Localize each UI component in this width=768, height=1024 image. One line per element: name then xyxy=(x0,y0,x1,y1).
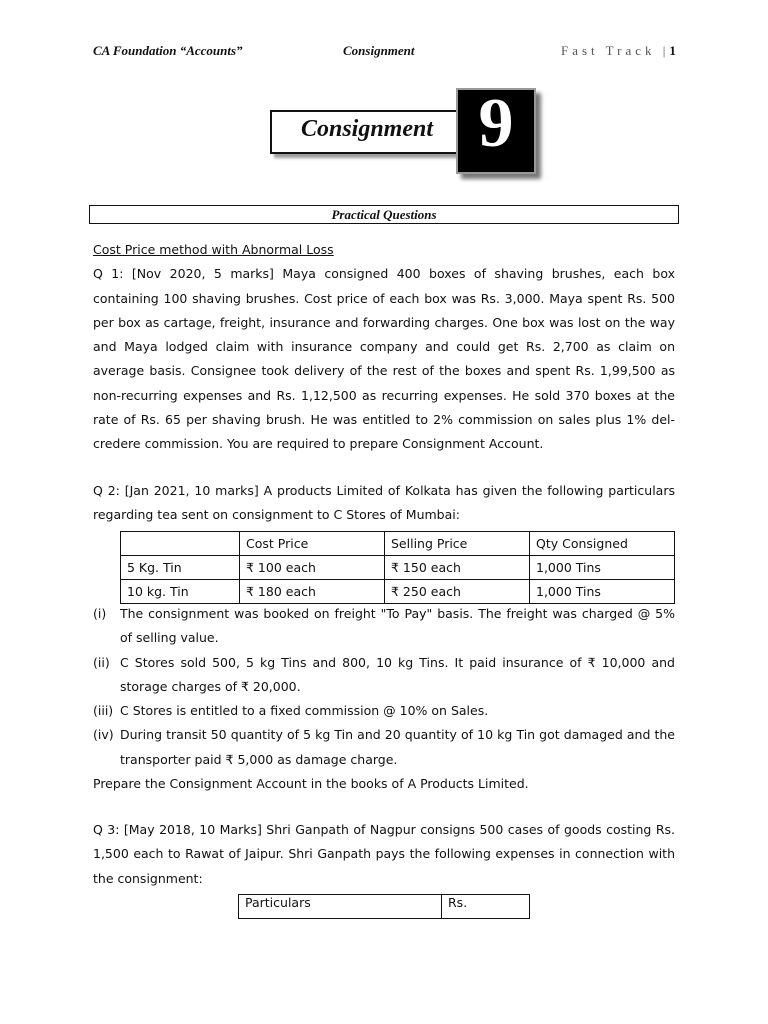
table-cell: 1,000 Tins xyxy=(530,580,675,604)
list-item-text: C Stores sold 500, 5 kg Tins and 800, 10 kg Tins. It paid insurance of ₹ 10,000 and storage charges of ₹ 20,000. xyxy=(120,654,675,694)
page-number: 1 xyxy=(669,43,676,58)
q2-points xyxy=(93,602,675,796)
table-header-cell: Qty Consigned xyxy=(530,532,675,556)
list-item-text: During transit 50 quantity of 5 kg Tin and 20 quantity of 10 kg Tin got damaged and the transporter paid ₹ 5,000 as damage charge. xyxy=(120,727,675,767)
table-cell: 10 kg. Tin xyxy=(121,580,240,604)
q2-particulars-table xyxy=(120,531,675,604)
list-item xyxy=(93,602,675,651)
list-item xyxy=(93,723,675,772)
q2-closing-text: Prepare the Consignment Account in the books of A Products Limited. xyxy=(93,776,529,792)
table-header-cell xyxy=(121,532,240,556)
list-item-text: C Stores is entitled to a fixed commission @ 10% on Sales. xyxy=(120,703,489,719)
chapter-number: 9 xyxy=(478,85,514,162)
list-item-label: (iii) xyxy=(93,703,114,719)
question-1 xyxy=(93,238,675,457)
table-header-cell: Selling Price xyxy=(385,532,530,556)
table-header-row xyxy=(239,895,530,919)
header-chapter-name: Consignment xyxy=(343,43,415,58)
list-item-label: (ii) xyxy=(93,654,110,670)
list-item-label: (i) xyxy=(93,606,107,621)
table-cell: 1,000 Tins xyxy=(530,556,675,580)
table-cell: ₹ 250 each xyxy=(385,580,530,604)
q3-expenses-table xyxy=(238,894,530,919)
list-item-text: The consignment was booked on freight "To Pay" basis. The freight was charged @ 5% of selling value. xyxy=(120,606,675,646)
header-fast-track: Fast Track | xyxy=(561,43,670,58)
table-cell: ₹ 100 each xyxy=(240,556,385,580)
table-cell: ₹ 180 each xyxy=(240,580,385,604)
table-header-row xyxy=(121,532,675,556)
chapter-number-box xyxy=(456,85,536,174)
table-row xyxy=(121,556,675,580)
practical-questions-heading: Practical Questions xyxy=(89,205,679,224)
q1-topic-heading: Cost Price method with Abnormal Loss xyxy=(93,242,334,257)
header-page-label xyxy=(561,43,676,59)
table-cell: ₹ 150 each xyxy=(385,556,530,580)
table-header-cell: Cost Price xyxy=(240,532,385,556)
list-item-label: (iv) xyxy=(93,727,114,743)
table-header-cell: Particulars xyxy=(239,895,442,919)
list-item xyxy=(93,699,675,723)
list-item xyxy=(93,651,675,700)
chapter-title-box xyxy=(270,110,464,154)
q1-text: Q 1: [Nov 2020, 5 marks] Maya consigned 400 boxes of shaving brushes, each box containing 100 shaving brushes. Cost price of each box was Rs. 3,000. Maya spent Rs. 500 per box as cartage, freight, insurance and forwarding charges. One box was lost on the way and Maya lodged claim with insurance company and could get Rs. 2,700 as claim on average basis. Consignee took delivery of the rest of the boxes and spent Rs. 1,99,500 as non-recurring expenses and Rs. 1,12,500 as recurring expenses. He sold 370 boxes at the rate of Rs. 65 per shaving brush. He was entitled to 2% commission on sales plus 1% del-credere commission. You are required to prepare Consignment Account. xyxy=(93,266,675,452)
chapter-title: Consignment xyxy=(300,116,434,142)
question-3-intro: Q 3: [May 2018, 10 Marks] Shri Ganpath of Nagpur consigns 500 cases of goods costing Rs. 1,500 each to Rawat of Jaipur. Shri Ganpath pays the following expenses in connection with the consignment: xyxy=(93,822,675,886)
table-cell: 5 Kg. Tin xyxy=(121,556,240,580)
table-row xyxy=(121,580,675,604)
question-2-intro: Q 2: [Jan 2021, 10 marks] A products Limited of Kolkata has given the following particulars regarding tea sent on consignment to C Stores of Mumbai: xyxy=(93,483,675,523)
table-header-cell: Rs. xyxy=(442,895,530,919)
header-book-title: CA Foundation “Accounts” xyxy=(93,43,243,58)
